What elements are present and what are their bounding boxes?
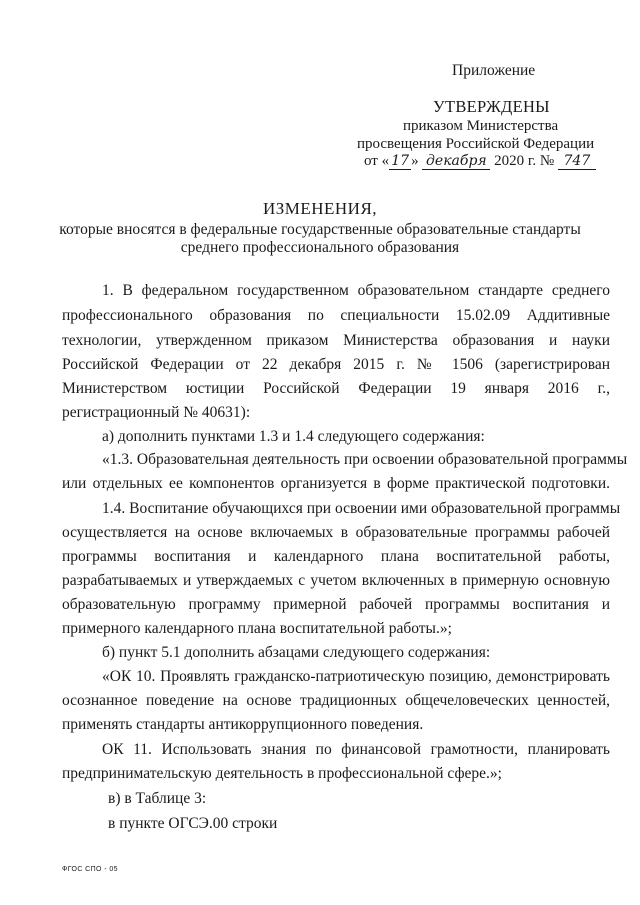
date-prefix: от « xyxy=(364,153,390,169)
body-line: образовательную программу примерной рабочей программы воспитания и xyxy=(62,596,610,613)
body-line: применять стандарты антикоррупционного поведения. xyxy=(62,716,424,733)
body-line: ОК 11. Использовать знания по финансовой грамотности, планировать xyxy=(102,741,610,758)
body-line: б) пункт 5.1 дополнить абзацами следующего содержания: xyxy=(102,644,491,661)
document-heading: ИЗМЕНЕНИЯ, xyxy=(262,199,378,218)
subheading-line-1: которые вносятся в федеральные государственные образовательные стандарты xyxy=(59,221,581,238)
approved-label: УТВЕРЖДЕНЫ xyxy=(433,97,550,116)
body-line: 1.4. Воспитание обучающихся при освоении ими образовательной программы xyxy=(102,500,621,517)
footer-code: ФГОС СПО - 05 xyxy=(62,866,118,873)
body-line: предпринимательскую деятельность в профессиональной сфере.»; xyxy=(62,765,502,782)
body-line: в) в Таблице 3: xyxy=(108,790,207,807)
body-line: примерного календарного плана воспитательной работы.»; xyxy=(62,620,452,637)
body-line: программы воспитания и календарного плана воспитательной работы, xyxy=(62,548,610,565)
body-line: профессионального образования по специальности 15.02.09 Аддитивные xyxy=(62,307,610,324)
order-date-line xyxy=(364,153,596,170)
body-line: 1. В федеральном государственном образовательном стандарте среднего xyxy=(102,282,610,299)
order-number: 747 xyxy=(558,154,596,170)
body-line: осуществляется на основе включаемых в образовательные программы рабочей xyxy=(62,524,610,541)
body-line: «1.3. Образовательная деятельность при освоении образовательной программы xyxy=(102,451,628,468)
appendix-label: Приложение xyxy=(452,62,536,79)
body-line: а) дополнить пунктами 1.3 и 1.4 следующего содержания: xyxy=(102,428,485,445)
body-line: осознанное поведение на основе традиционных общечеловеческих ценностей, xyxy=(62,692,610,709)
order-line-1: приказом Министерства xyxy=(403,118,559,134)
body-line: регистрационный № 40631): xyxy=(62,404,251,421)
date-mid: » xyxy=(411,153,419,169)
body-line: «ОК 10. Проявлять гражданско-патриотическую позицию, демонстрировать xyxy=(102,668,610,685)
body-line: в пункте ОГСЭ.00 строки xyxy=(108,815,278,832)
subheading-line-2: среднего профессионального образования xyxy=(180,239,460,256)
date-month: декабря xyxy=(422,154,490,170)
body-line: Министерством юстиции Российской Федерации 19 января 2016 г., xyxy=(62,380,610,397)
body-line: или отдельных ее компонентов организуется в форме практической подготовки. xyxy=(62,475,610,492)
date-day: 17 xyxy=(389,154,411,170)
body-line: Российской Федерации от 22 декабря 2015 г. № 1506 (зарегистрирован xyxy=(62,356,610,373)
order-line-2: просвещения Российской Федерации xyxy=(357,136,595,152)
body-line: технологии, утвержденном приказом Министерства образования и науки xyxy=(62,332,610,349)
date-year-no: 2020 г. № xyxy=(494,153,555,169)
body-line: разрабатываемых и утверждаемых с учетом включенных в примерную основную xyxy=(62,572,610,589)
